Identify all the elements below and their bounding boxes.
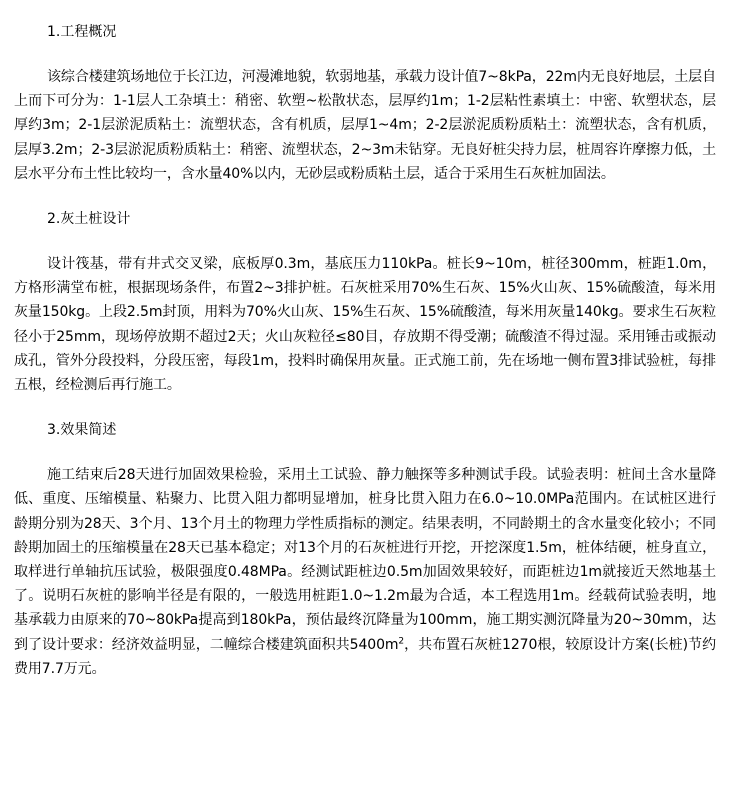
section-heading-pile-design: 2.灰土桩设计 bbox=[47, 211, 131, 228]
paragraph-overview: 该综合楼建筑场地位于长江边，河漫滩地貌，软弱地基，承载力设计值7~8kPa，22m内无良好地层，土层自上而下可分为：1-1层人工杂填土：稍密、软塑~松散状态，层厚约1m；1-2层粘性素填土：中密、软塑状态，层厚约3m；2-1层淤泥质粘土：流塑状态，含有机质，层厚1~4m；2-2层淤泥质粉质粘土：流塑状态，含有机质，层厚3.2m；2-3层淤泥质粉质粘土：稍密、流塑状态，2~3m未钻穿。无良好桩尖持力层，桩周容许摩擦力低，土层水平分布土性比较均一，含水量40%以内，无砂层或粉质粘土层，适合于采用生石灰桩加固法。 bbox=[14, 69, 716, 182]
paragraph-effect-summary-text-a: 施工结束后28天进行加固效果检验，采用土工试验、静力触探等多种测试手段。试验表明：桩间土含水量降低、重度、压缩模量、粘聚力、比贯入阻力都明显增加，桩身比贯入阻力在6.0~10.0MPa范围内。在试桩区进行龄期分别为28天、3个月、13个月土的物理力学性质指标的测定。结果表明，不同龄期土的含水量变化较小；不同龄期加固土的压缩模量在28天已基本稳定；对13个月的石灰桩进行开挖，开挖深度1.5m，桩体结硬，桩身直立，取样进行单轴抗压试验，极限强度0.48MPa。经测试距桩边0.5m加固效果较好，而距桩边1m就接近天然地基土了。说明石灰桩的影响半径是有限的，一般选用桩距1.0~1.2m最为合适，本工程选用1m。经载荷试验表明，地基承载力由原来的70~80kPa提高到180kPa，预估最终沉降量为100mm，施工期实测沉降量为20~30mm，达到了设计要求：经济效益明显，二幢综合楼建筑面积共5400m bbox=[14, 467, 716, 653]
paragraph-effect-summary-text-b: ，共布置石灰桩1270根，较原设计方案(长桩)节约费用7.7万元。 bbox=[14, 636, 716, 677]
paragraph-pile-design: 设计筏基，带有井式交叉梁，底板厚0.3m，基底压力110kPa。桩长9~10m，桩径300mm，桩距1.0m，方格形满堂布桩，根据现场条件，布置2~3排护桩。石灰桩采用70%生石灰、15%火山灰、15%硫酸渣，每米用灰量150kg。上段2.5m封顶，用料为70%火山灰、15%生石灰、15%硫酸渣，每米用灰量140kg。要求生石灰粒径小于25mm，现场停放期不超过2天；火山灰粒径≤80目，存放期不得受潮；硫酸渣不得过湿。采用锤击或振动成孔，管外分段投料，分段压密，每段1m，投料时确保用灰量。正式施工前，先在场地一侧布置3排试验桩，每排五根，经检测后再行施工。 bbox=[14, 256, 716, 394]
section-heading-effect-summary: 3.效果简述 bbox=[47, 422, 117, 439]
section-heading-overview: 1.工程概况 bbox=[47, 24, 117, 40]
superscript-square: 2 bbox=[398, 636, 405, 646]
paragraph-effect-summary bbox=[14, 463, 716, 681]
